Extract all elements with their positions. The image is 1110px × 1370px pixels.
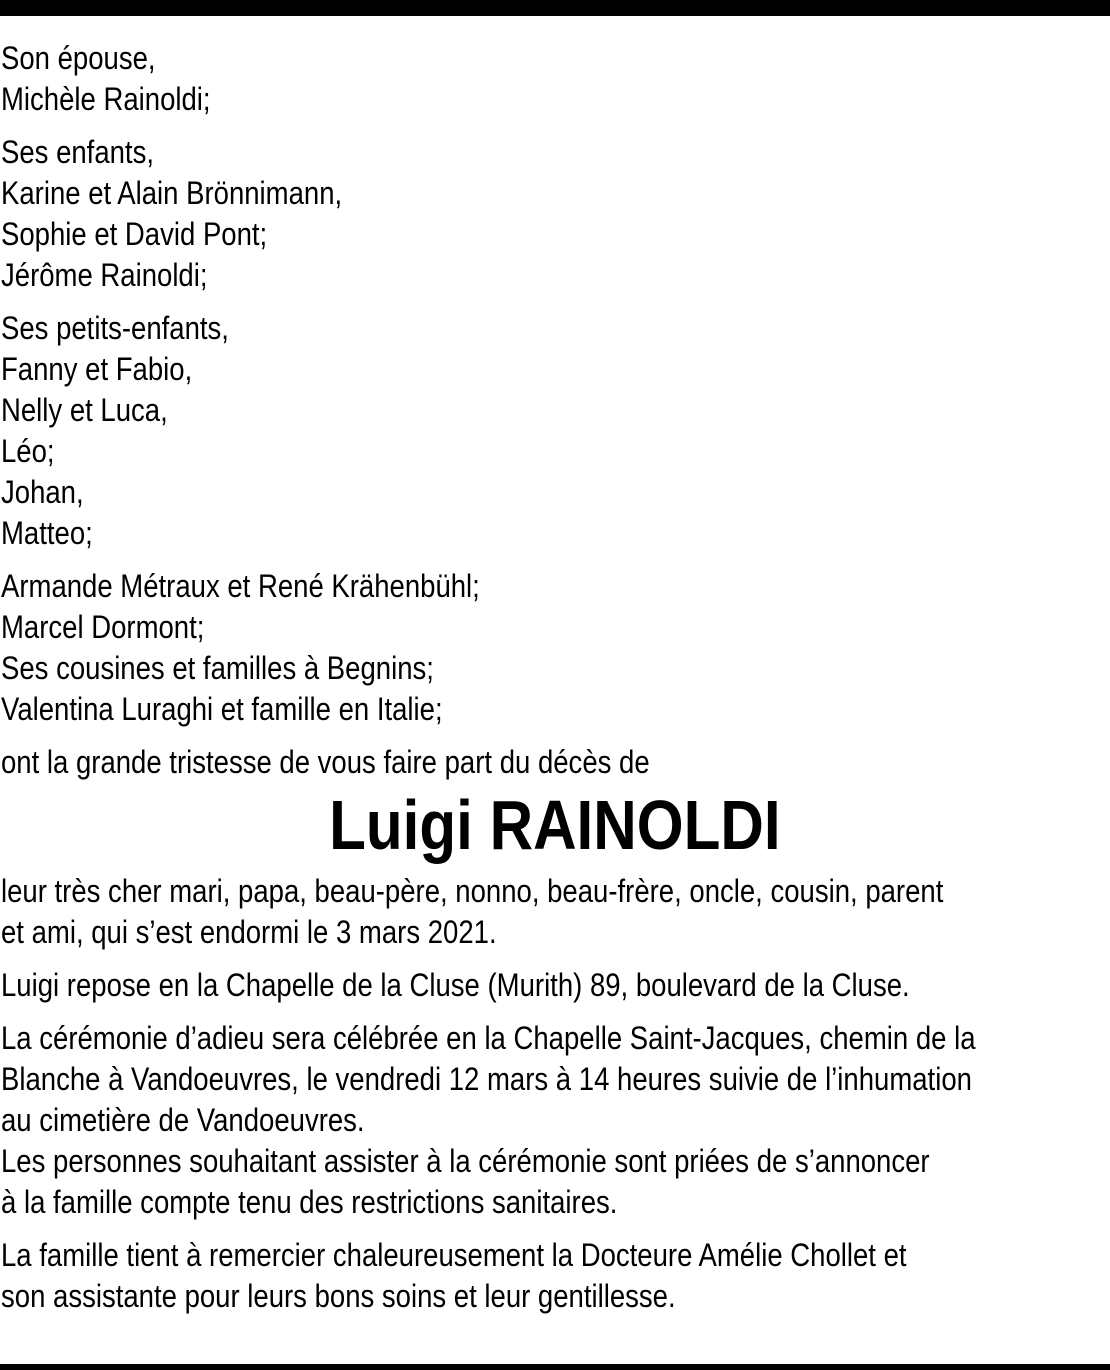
- announcement-block: [1, 742, 1109, 783]
- ceremony-paragraph: [1, 1018, 1109, 1141]
- thanks-paragraph: [1, 1235, 1109, 1317]
- description-line: et ami, qui s’est endormi le 3 mars 2021.: [1, 914, 497, 950]
- deceased-name-row: [1, 783, 1109, 867]
- attendance-line: à la famille compte tenu des restrictions sanitaires.: [1, 1184, 618, 1220]
- ceremony-line: Blanche à Vandoeuvres, le vendredi 12 mars à 14 heures suivie de l’inhumation: [1, 1061, 972, 1097]
- grandchildren-line: Léo;: [1, 433, 55, 469]
- top-rule: [0, 0, 1110, 16]
- announcement-text: ont la grande tristesse de vous faire part du décès de: [1, 744, 650, 780]
- ceremony-line: La cérémonie d’adieu sera célébrée en la Chapelle Saint-Jacques, chemin de la: [1, 1020, 976, 1056]
- children-line: Ses enfants,: [1, 134, 154, 170]
- attendance-paragraph: [1, 1141, 1109, 1223]
- spouse-line: Michèle Rainoldi;: [1, 81, 211, 117]
- deceased-name: Luigi RAINOLDI: [329, 786, 781, 864]
- children-line: Jérôme Rainoldi;: [1, 257, 208, 293]
- grandchildren-block: [1, 308, 1109, 554]
- bottom-rule: [0, 1364, 1110, 1370]
- grandchildren-line: Matteo;: [1, 515, 93, 551]
- resting-place-line: Luigi repose en la Chapelle de la Cluse (Murith) 89, boulevard de la Cluse.: [1, 967, 910, 1003]
- children-line: Karine et Alain Brönnimann,: [1, 175, 343, 211]
- description-paragraph: [1, 871, 1109, 953]
- resting-place-paragraph: [1, 965, 1109, 1006]
- description-line: leur très cher mari, papa, beau-père, nonno, beau-frère, oncle, cousin, parent: [1, 873, 944, 909]
- relatives-line: Marcel Dormont;: [1, 609, 205, 645]
- thanks-line: La famille tient à remercier chaleureusement la Docteure Amélie Chollet et: [1, 1237, 907, 1273]
- grandchildren-line: Nelly et Luca,: [1, 392, 168, 428]
- grandchildren-line: Fanny et Fabio,: [1, 351, 193, 387]
- grandchildren-line: Johan,: [1, 474, 84, 510]
- relatives-line: Valentina Luraghi et famille en Italie;: [1, 691, 443, 727]
- relatives-line: Ses cousines et familles à Begnins;: [1, 650, 434, 686]
- spouse-block: [1, 38, 1109, 120]
- attendance-line: Les personnes souhaitant assister à la cérémonie sont priées de s’annoncer: [1, 1143, 930, 1179]
- relatives-line: Armande Métraux et René Krähenbühl;: [1, 568, 480, 604]
- obituary-notice: [1, 38, 1109, 1329]
- children-line: Sophie et David Pont;: [1, 216, 268, 252]
- spouse-line: Son épouse,: [1, 40, 156, 76]
- ceremony-line: au cimetière de Vandoeuvres.: [1, 1102, 365, 1138]
- relatives-block: [1, 566, 1109, 730]
- thanks-line: son assistante pour leurs bons soins et leur gentillesse.: [1, 1278, 676, 1314]
- grandchildren-line: Ses petits-enfants,: [1, 310, 229, 346]
- children-block: [1, 132, 1109, 296]
